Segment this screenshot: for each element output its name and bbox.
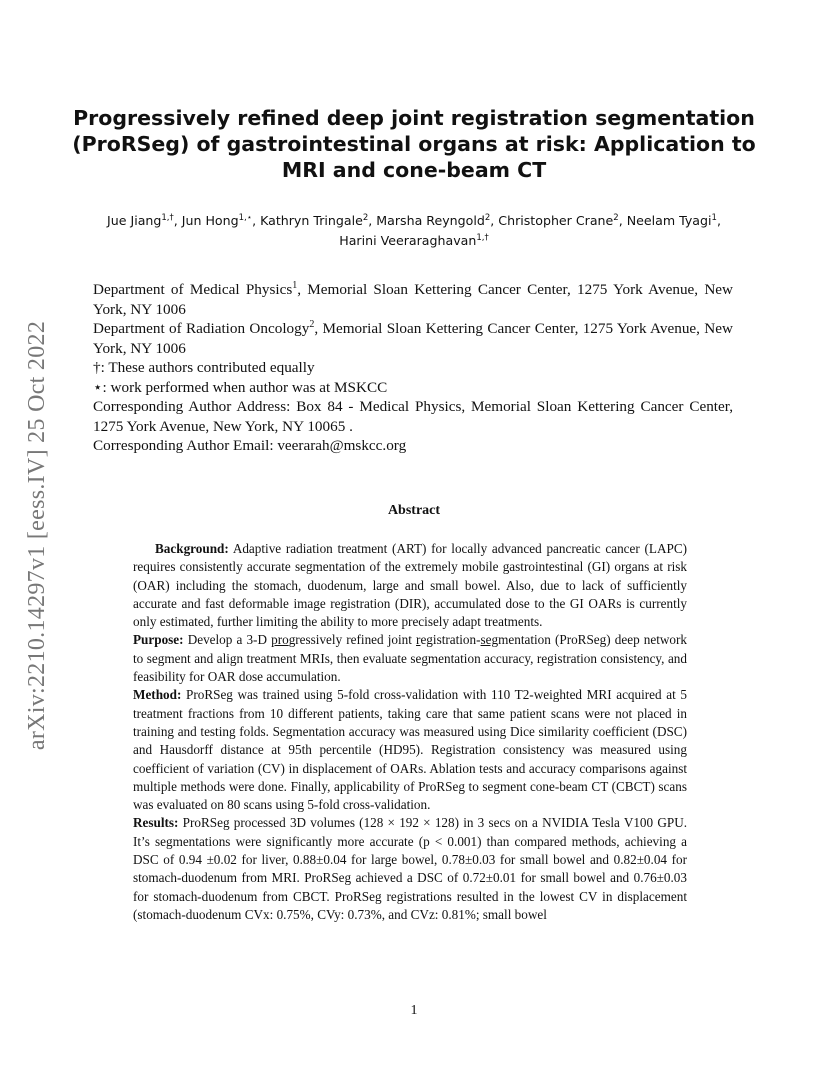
- corresponding-address: Corresponding Author Address: Box 84 - Medical Physics, Memorial Sloan Kettering Cancer Center, 1275 York Avenue, New York, NY 10065 .: [93, 398, 733, 435]
- paper-title: Progressively refined deep joint registration segmentation (ProRSeg) of gastrointestinal organs at risk: Application to MRI and cone-beam CT: [72, 106, 756, 182]
- mskcc-note: ⋆: work performed when author was at MSKCC: [93, 378, 388, 396]
- results-label: Results:: [133, 815, 179, 831]
- author-list: [80, 211, 748, 251]
- abstract-heading: Abstract: [387, 503, 441, 518]
- arxiv-identifier-stamp: [18, 290, 58, 780]
- affiliation-radiation-oncology: Department of Radiation Oncology$^2$, Memorial Sloan Kettering Cancer Center, 1275 York Avenue, New York, NY 1006: [93, 318, 733, 357]
- abstract-results: Results: ProRSeg processed 3D volumes (128 × 192 × 128) in 3 secs on a NVIDIA Tesla V100 GPU. It’s segmentations were significantly more accurate (p < 0.001) than compared methods, achieving a DSC of 0.94 ±0.02 for liver, 0.88±0.04 for large bowel, 0.78±0.03 for small bowel and 0.82±0.04 for stomach-duodenum from MRI. ProRSeg achieved a DSC of 0.72±0.01 for small bowel and 0.76±0.03 for stomach-duodenum from CBCT. ProRSeg registrations resulted in the lowest CV in displacement (stomach-duodenum CVx: 0.75%, CVy: 0.73%, and CVz: 0.81%; small bowel: [133, 815, 688, 922]
- author: Jun Hong$^{1,⋆}$,: [181, 212, 261, 228]
- author: Jue Jiang$^{1,\dagger}$,: [107, 212, 182, 228]
- author: Neelam Tyagi$^1$,: [626, 212, 721, 228]
- method-label: Method:: [133, 687, 182, 703]
- corresponding-email: Corresponding Author Email: veerarah@mskcc.org: [93, 437, 407, 454]
- page-number: 1: [410, 1003, 418, 1018]
- author: Kathryn Tringale$^2$,: [260, 212, 377, 228]
- affiliations-block: [93, 280, 733, 456]
- equal-contribution-note: †: These authors contributed equally: [93, 359, 315, 376]
- author: Harini Veeraraghavan$^{1,\dagger}$: [339, 232, 489, 248]
- abstract-body: [133, 540, 687, 924]
- author: Marsha Reyngold$^2$,: [376, 212, 499, 228]
- abstract-background: Background: Adaptive radiation treatment (ART) for locally advanced pancreatic cancer (LAPC) requires consistently accurate segmentation of the extremely mobile gastrointestinal (GI) organs at risk (OAR) including the stomach, duodenum, large and small bowel. Also, due to lack of sufficiently accurate and fast deformable image registration (DIR), accumulated dose to the GI OARs is currently only estimated, further limiting the ability to more precisely adapt treatments.: [133, 541, 688, 630]
- abstract-purpose: Purpose: Develop a 3-D progressively refined joint registration-segmentation (ProRSeg) deep network to segment and align treatment MRIs, then evaluate segmentation accuracy, registration consistency, and feasibility for OAR dose accumulation.: [133, 632, 687, 685]
- arxiv-identifier-text: arXiv:2210.14297v1 [eess.IV] 25 Oct 2022: [24, 320, 51, 750]
- author: Christopher Crane$^2$,: [498, 212, 627, 228]
- abstract-method: Method: ProRSeg was trained using 5-fold cross-validation with 110 T2-weighted MRI acquired at 5 treatment fractions from 10 different patients, taking care that same patient scans were not placed in training and testing folds. Segmentation accuracy was measured using Dice similarity coefficient (DSC) and Hausdorff distance at 95th percentile (HD95). Registration consistency was measured using coefficient of variation (CV) in displacement of OARs. Ablation tests and accuracy comparisons against multiple methods were done. Finally, applicability of ProRSeg to segment cone-beam CT (CBCT) scans was evaluated on 80 scans using 5-fold cross-validation.: [133, 687, 687, 813]
- affiliation-medical-physics: Department of Medical Physics$^1$, Memorial Sloan Kettering Cancer Center, 1275 York Avenue, New York, NY 1006: [93, 279, 733, 318]
- background-label: Background:: [155, 541, 229, 556]
- purpose-label: Purpose:: [133, 632, 184, 648]
